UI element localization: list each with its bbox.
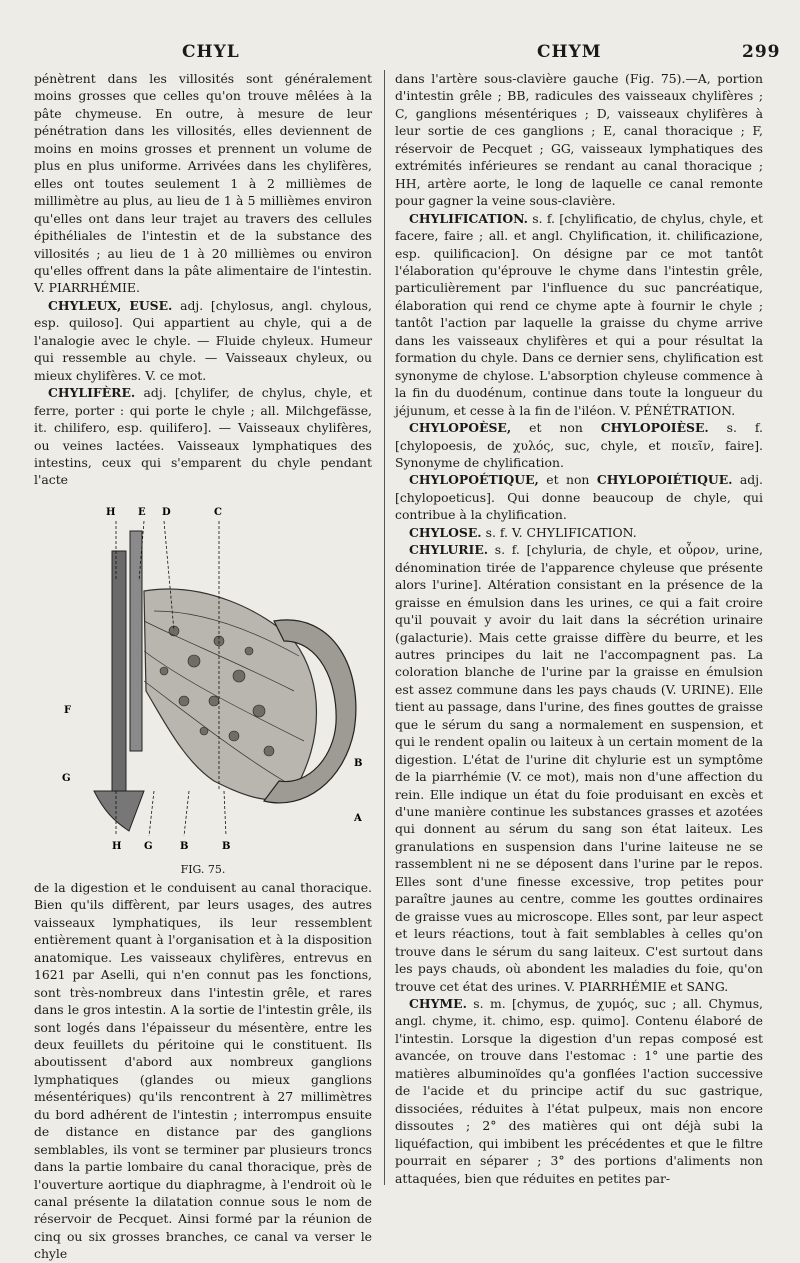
figure-label-h-bottom: H — [112, 840, 122, 852]
entry-chylifere — [34, 384, 372, 489]
entry-chylurie — [395, 541, 763, 995]
chyliferous-vessels-illustration — [34, 491, 372, 861]
entry-body: adj. [chylosus, angl. chylous, esp. quiloso]. Qui appartient au chyle, qui a de l'analogie avec le chyle. — Fluide chyleux. Humeur qui ressemble au chyle. — Vaisseaux chyleux, ou mieux chylifères. V. ce mot. — [34, 297, 372, 383]
paragraph-continuation: pénètrent dans les villosités sont généralement moins grosses que celles qu'on trouve mêlées à la pâte chymeuse. En outre, à mesure de leur pénétration dans les villosités, elles deviennent de moins en moins grosses et prennent un volume de plus en plus uniforme. Arrivées dans les chylifères, elles ont toutes seulement 1 à 2 millièmes de millimètre au plus, au lieu de 1 à 5 millièmes environ qu'elles ont dans leur trajet au travers des cellules épithéliales de l'intestin et de la substance des villosités ; au lieu de 1 à 20 millièmes ou environ qu'elles offrent dans la pâte alimentaire de l'intestin. V. PIARRHÉMIE. — [34, 71, 372, 296]
entry-body: s. f. [chylificatio, de chylus, chyle, et facere, faire ; all. et angl. Chylification, it. chilificazione, esp. quilificacion]. On désigne par ce mot tantôt l'élaboration qu'éprouve le chyme dans l'intestin grêle, particulièrement par l'influence du suc pancréatique, élaboration qui rend ce chyme apte à fournir le chyle ; tantôt l'action par laquelle la graisse du chyme arrive dans les vaisseaux chylifères et qui a pour résultat la formation du chyle. Dans ce dernier sens, chylification est synonyme de chylose. L'absorption chyleuse commence à la fin du duodénum, continue dans toute la longueur du jéjunum, et cesse à la fin de l'iléon. V. PÉNÉTRATION. — [395, 210, 763, 418]
figure-label-h: H — [106, 506, 116, 518]
headword-alt: CHYLOPOIÈSE. — [600, 420, 709, 436]
aorta-illustration — [112, 551, 126, 791]
headword: CHYLURIE. — [409, 542, 489, 558]
headword: CHYLEUX, EUSE. — [48, 297, 173, 313]
entry-body: s. m. [chymus, de χυμός, suc ; all. Chymus, angl. chyme, it. chimo, esp. quimo]. Contenu élaboré de l'intestin. Lorsque la digestion d'un repas composé est avancée, on trouve dans l'estomac : 1° une partie des matières albuminoïdes qu'a gonflées l'action successive de l'acide et du principe actif du suc gastrique, dissociées, réduites à l'état pulpeux, mais non encore dissoutes ; 2° des matières qui ont déjà subi la liquéfaction, qui imbibent les précédentes et que le filtre pourrait en séparer ; 3° des portions d'aliments non attaquées, bien que réduites en petites par- — [395, 996, 763, 1186]
lymphatic-vessels-illustration — [94, 791, 144, 831]
entry-chylose — [395, 524, 763, 541]
figure-label-b: B — [354, 757, 363, 769]
headword: CHYLIFÈRE. — [48, 385, 136, 401]
page-number: 299 — [742, 42, 781, 62]
figure-label-e: E — [138, 506, 146, 518]
column-divider — [384, 70, 385, 1185]
figure-label-b-bottom-2: B — [222, 840, 231, 852]
entry-chyleux — [34, 297, 372, 384]
entry-chylopoese — [395, 419, 763, 471]
entry-chyme — [395, 995, 763, 1187]
headword: CHYLOSE. — [409, 524, 482, 540]
headword-alt: CHYLOPOIÉTIQUE. — [596, 472, 733, 488]
entry-chylopoetique — [395, 471, 763, 523]
figure-label-c: C — [214, 506, 222, 518]
entry-body: adj. [chylopoeticus]. Qui donne beaucoup de chyle, qui contribue à la chylification. — [395, 472, 763, 523]
entry-body: s. f. [chyluria, de chyle, et οὖρον, urine, dénomination tirée de l'apparence chyleuse que présente alors l'urine]. Altération consistant en la présence de la graisse en émulsion dans les urines, ce qui a fait croire qu'il pouvait y avoir du lait dans la sécrétion urinaire (galacturie). Mais cette graisse diffère du beurre, et les autres principes du lait ne l'accompagnent pas. La coloration blanche de l'urine par la graisse en émulsion est assez commune dans les pays chauds (V. URINE). Elle tient au passage, dans l'urine, des fines gouttes de graisse que le sérum du sang a normalement en suspension, et qui le rendent opalin ou laiteux à un certain moment de la digestion. L'état de l'urine dit chylurie est un symptôme de la piarrhémie (V. ce mot), mais non d'une affection du rein. Elle indique un état du foie produisant en excès et d'une manière continue les substances grasses et azotées qui donnent au sérum du sang son état laiteux. Les granulations en suspension dans l'urine laiteuse ne se rassemblent ni ne se déposent dans l'urine par le repos. Elles sont d'une finesse excessive, trop petites pour paraître jaunes au centre, comme les gouttes ordinaires de graisse vues au microscope. Elles sont, par leur aspect et leurs réactions, tout à fait semblables à celles qu'on trouve dans le sérum du sang laiteux. C'est surtout dans les pays chauds, où abondent les maladies du foie, qu'on trouve cet état des urines. V. PIARRHÉMIE et SANG. — [395, 542, 763, 994]
entry-connector: et non — [511, 420, 601, 436]
paragraph-continuation-2: de la digestion et le conduisent au canal thoracique. Bien qu'ils diffèrent, par leurs usages, des autres vaisseaux lymphatiques, ils leur ressemblent entièrement quant à l'organisation et à la disposition anatomique. Les vaisseaux chylifères, entrevus en 1621 par Aselli, qui n'en connut pas les fonctions, sont très-nombreux dans l'intestin grêle, et rares dans le gros intestin. A la sortie de l'intestin grêle, ils sont logés dans l'épaisseur du mésentère, entre les deux feuillets du péritoine qui le constituent. Ils aboutissent d'abord aux nombreux ganglions lymphatiques (glandes ou mieux ganglions mésentériques) qu'ils rencontrent à 27 millimètres du bord adhérent de l'intestin ; interrompus ensuite de distance en distance par des ganglions semblables, ils vont se terminer par plusieurs troncs dans la partie lombaire du canal thoracique, près de l'ouverture aortique du diaphragme, à l'endroit où le canal présente la dilatation connue sous le nom de réservoir de Pecquet. Ainsi formé par la réunion de cinq ou six grosses branches, ce canal va verser le chyle — [34, 879, 372, 1262]
headword: CHYLIFICATION. — [409, 210, 528, 226]
left-column — [34, 70, 372, 1263]
thoracic-duct-illustration — [130, 531, 142, 751]
figure-caption: FIG. 75. — [180, 862, 226, 876]
figure-label-g: G — [62, 772, 71, 784]
right-column — [395, 70, 763, 1187]
entry-body: s. f. [chylopoesis, de χυλός, suc, chyle, et ποιεῖν, faire]. Synonyme de chylification. — [395, 420, 763, 470]
figure-label-g-bottom: G — [144, 840, 153, 852]
running-head-left: CHYL — [182, 42, 240, 62]
headword: CHYME. — [409, 996, 467, 1012]
running-head-right: CHYM — [537, 42, 602, 62]
entry-body: adj. [chylifer, de chylus, chyle, et ferre, porter : qui porte le chyle ; all. Milchgefässe, it. chilifero, esp. quilifero]. — Vaisseaux chylifères, ou veines lactées. Vaisseaux lymphatiques des intestins, ceux qui s'emparent du chyle pendant l'acte — [34, 385, 372, 488]
figure-75 — [34, 491, 372, 879]
entry-body: s. f. V. CHYLIFICATION. — [481, 524, 637, 540]
headword: CHYLOPOÉTIQUE, — [409, 472, 539, 488]
headword: CHYLOPOÈSE, — [409, 420, 512, 436]
entry-chylification — [395, 210, 763, 419]
entry-connector: et non — [538, 472, 597, 488]
paragraph-continuation: dans l'artère sous-clavière gauche (Fig. 75).—A, portion d'intestin grêle ; BB, radicules des vaisseaux chylifères ; C, ganglions mésentériques ; D, vaisseaux chylifères à leur sortie de ces ganglions ; E, canal thoracique ; F, réservoir de Pecquet ; GG, vaisseaux lymphatiques des extrémités inférieures se rendant au canal thoracique ; HH, artère aorte, le long de laquelle ce canal remonte pour gagner la veine sous-clavière. — [395, 71, 763, 209]
figure-label-b-bottom: B — [180, 840, 189, 852]
figure-label-f: F — [64, 704, 72, 716]
figure-label-a: A — [354, 812, 362, 824]
figure-label-d: D — [162, 506, 171, 518]
